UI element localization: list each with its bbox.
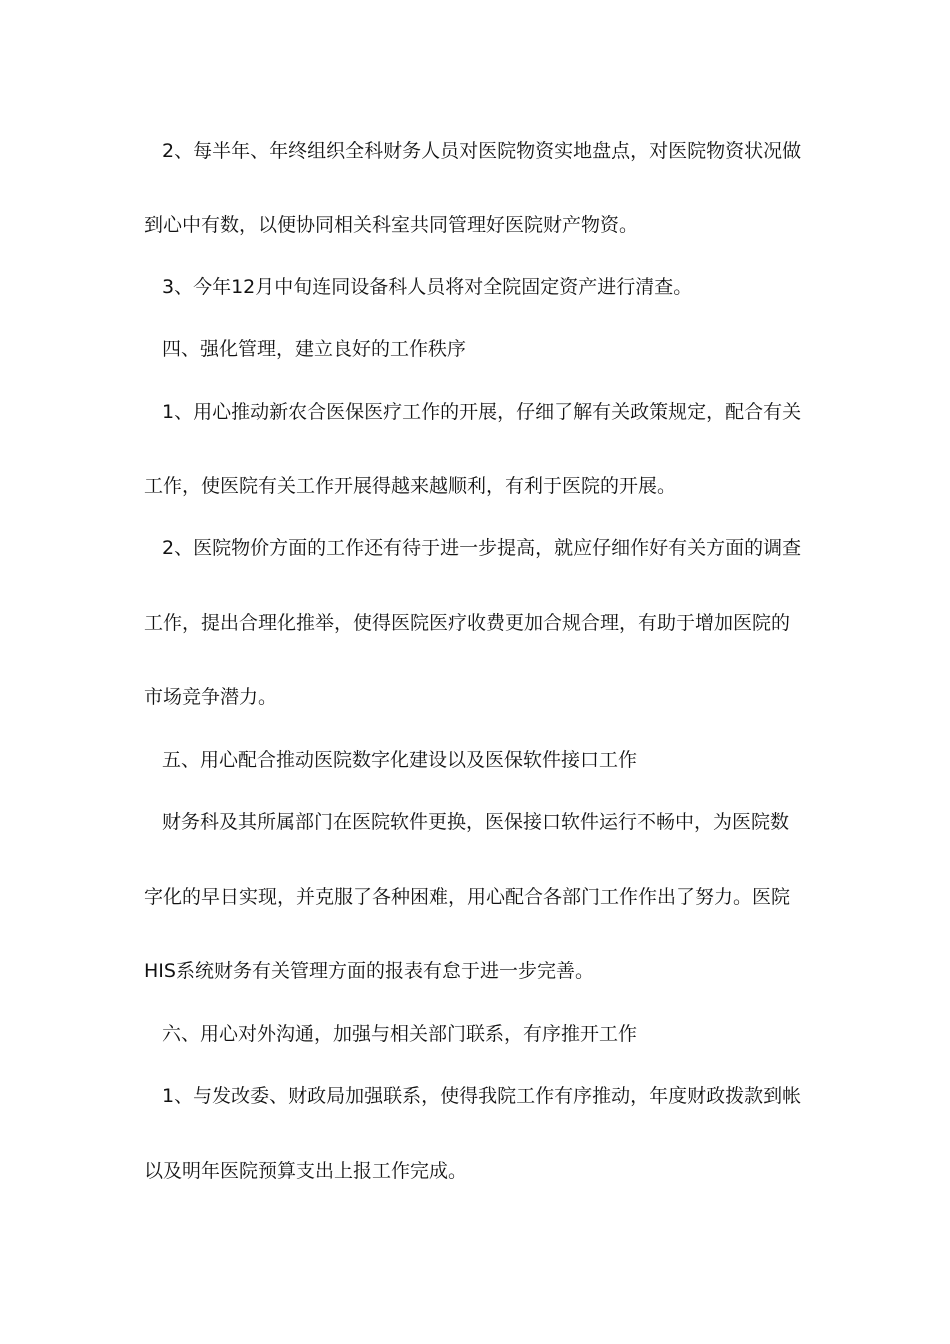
section-heading: 四、强化管理，建立良好的工作秩序 <box>162 338 467 360</box>
paragraph-line: 工作，使医院有关工作开展得越来越顺利，有利于医院的开展。 <box>144 475 677 497</box>
paragraph-line: 2、医院物价方面的工作还有待于进一步提高，就应仔细作好有关方面的调查 <box>162 537 802 559</box>
paragraph-line: 工作，提出合理化推举，使得医院医疗收费更加合规合理，有助于增加医院的 <box>144 612 791 634</box>
paragraph-line: 1、与发改委、财政局加强联系，使得我院工作有序推动，年度财政拨款到帐 <box>162 1085 802 1107</box>
paragraph-line: 字化的早日实现，并克服了各种困难，用心配合各部门工作作出了努力。医院 <box>144 886 791 908</box>
paragraph-line: 到心中有数，以便协同相关科室共同管理好医院财产物资。 <box>144 214 639 236</box>
paragraph-line: 3、今年12月中旬连同设备科人员将对全院固定资产进行清查。 <box>162 276 693 298</box>
paragraph-line: 2、每半年、年终组织全科财务人员对医院物资实地盘点，对医院物资状况做 <box>162 140 802 162</box>
paragraph-line: 以及明年医院预算支出上报工作完成。 <box>144 1160 468 1182</box>
paragraph-line: HIS系统财务有关管理方面的报表有怠于进一步完善。 <box>144 960 594 982</box>
section-heading: 五、用心配合推动医院数字化建设以及医保软件接口工作 <box>162 749 638 771</box>
paragraph-line: 市场竞争潜力。 <box>144 686 278 708</box>
paragraph-line: 财务科及其所属部门在医院软件更换，医保接口软件运行不畅中，为医院数 <box>162 811 790 833</box>
section-heading: 六、用心对外沟通，加强与相关部门联系，有序推开工作 <box>162 1023 638 1045</box>
paragraph-line: 1、用心推动新农合医保医疗工作的开展，仔细了解有关政策规定，配合有关 <box>162 401 802 423</box>
